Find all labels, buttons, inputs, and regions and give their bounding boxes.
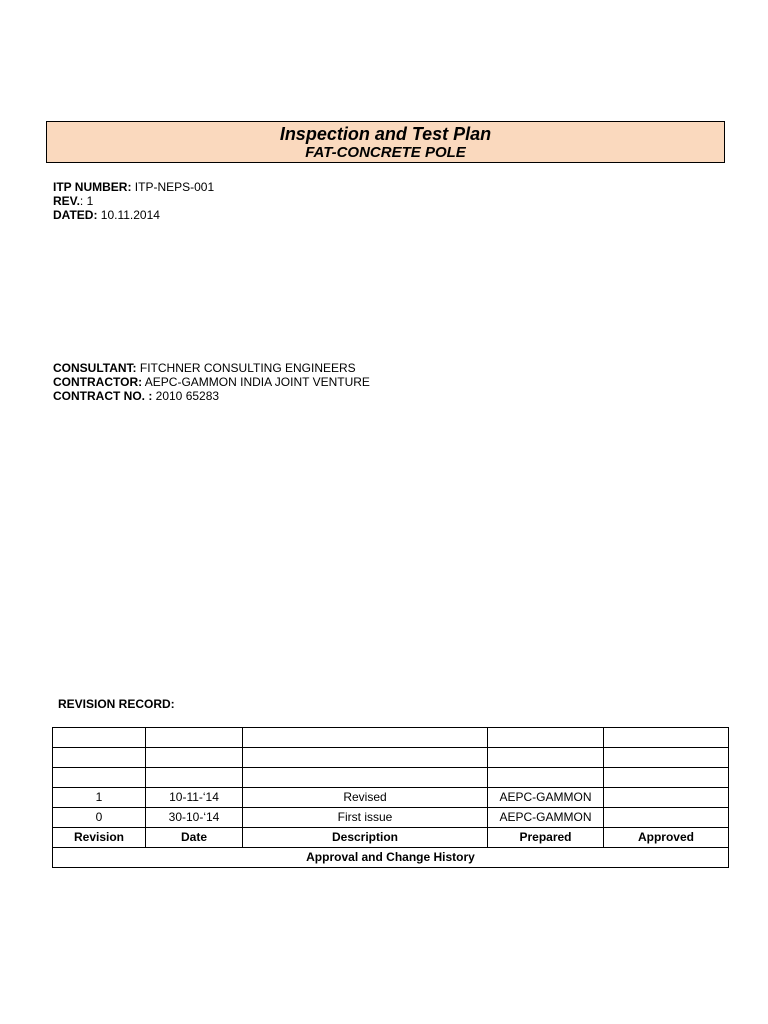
approved-cell (604, 808, 729, 828)
prepared-cell (488, 728, 604, 748)
prepared-cell: AEPC-GAMMON (488, 788, 604, 808)
revision-value: : 1 (79, 194, 94, 208)
consultant-label: CONSULTANT: (53, 361, 137, 375)
document-subtitle: FAT-CONCRETE POLE (305, 144, 466, 161)
revision-record-heading: REVISION RECORD: (58, 697, 175, 711)
contract-number-value: 2010 65283 (152, 389, 220, 403)
table-row (53, 748, 729, 768)
revision-cell: 0 (53, 808, 146, 828)
date-cell (146, 748, 243, 768)
approval-history-caption: Approval and Change History (53, 848, 729, 868)
approved-cell (604, 728, 729, 748)
revision-column-header: Revision (53, 828, 146, 848)
description-column-header: Description (243, 828, 488, 848)
approved-cell (604, 788, 729, 808)
description-cell (243, 748, 488, 768)
revision-cell: 1 (53, 788, 146, 808)
dated-value: 10.11.2014 (97, 208, 160, 222)
table-header-row (53, 828, 729, 848)
description-cell (243, 768, 488, 788)
revision-record-table (52, 727, 729, 868)
description-cell: First issue (243, 808, 488, 828)
approved-cell (604, 748, 729, 768)
date-cell: 10-11-‘14 (146, 788, 243, 808)
contractor-row (53, 375, 370, 389)
approved-column-header: Approved (604, 828, 729, 848)
prepared-cell: AEPC-GAMMON (488, 808, 604, 828)
date-cell: 30-10-‘14 (146, 808, 243, 828)
contractor-label: CONTRACTOR: (53, 375, 143, 389)
table-row (53, 808, 729, 828)
description-cell (243, 728, 488, 748)
description-cell: Revised (243, 788, 488, 808)
document-title: Inspection and Test Plan (279, 124, 492, 144)
date-column-header: Date (146, 828, 243, 848)
revision-row (53, 194, 214, 208)
date-cell (146, 768, 243, 788)
document-title-box (46, 121, 725, 163)
date-cell (146, 728, 243, 748)
prepared-cell (488, 768, 604, 788)
table-footer-row (53, 848, 729, 868)
revision-cell (53, 768, 146, 788)
itp-number-label: ITP NUMBER: (53, 180, 132, 194)
prepared-column-header: Prepared (488, 828, 604, 848)
table-row (53, 788, 729, 808)
consultant-value: FITCHNER CONSULTING ENGINEERS (136, 361, 356, 375)
contract-number-label: CONTRACT NO. : (53, 389, 153, 403)
document-info (53, 180, 214, 222)
approved-cell (604, 768, 729, 788)
dated-row (53, 208, 214, 222)
revision-cell (53, 728, 146, 748)
itp-number-value: ITP-NEPS-001 (131, 180, 215, 194)
contract-number-row (53, 389, 370, 403)
revision-cell (53, 748, 146, 768)
consultant-row (53, 361, 370, 375)
contractor-value: AEPC-GAMMON INDIA JOINT VENTURE (142, 375, 370, 389)
itp-number-row (53, 180, 214, 194)
contract-info (53, 361, 370, 403)
table-row (53, 768, 729, 788)
prepared-cell (488, 748, 604, 768)
revision-label: REV. (53, 194, 80, 208)
table-row (53, 728, 729, 748)
dated-label: DATED: (53, 208, 98, 222)
